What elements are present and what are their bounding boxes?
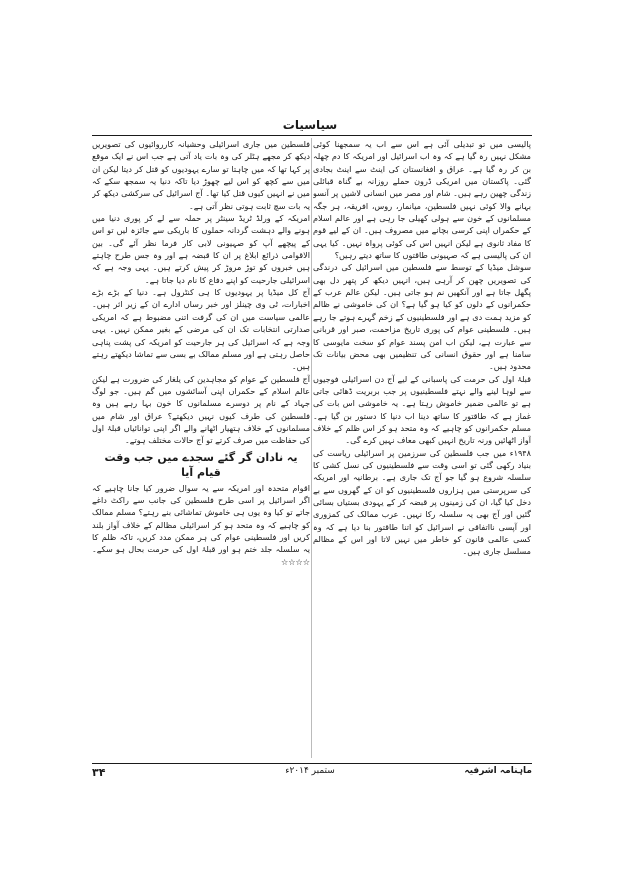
page-number: ۳۴	[92, 766, 106, 779]
left-paragraph-1: فلسطین میں جاری اسرائیلی وحشیانہ کارروائیوں کی تصویریں دیکھ کر مجھے ہٹلر کی وہ بات یاد آتی ہے جب اس نے ایک موقع پر کہا تھا کہ میں چاہتا تو سارے یہودیوں کو قتل کر دیتا لیکن ان میں سے کچھ کو اس لیے چھوڑ دیا تاکہ دنیا یہ سمجھ سکے کہ میں نے انہیں کیوں قتل کیا تھا۔ آج اسرائیل کی سرکشی دیکھ کر یہ بات سچ ثابت ہوتی نظر آتی ہے۔	[92, 139, 310, 211]
left-paragraph-4: آج فلسطین کے عوام کو مجاہدین کی یلغار کی ضرورت ہے لیکن عالم اسلام کے حکمراں اپنی آسائشوں میں گم ہیں۔ جو لوگ جہاد کے نام پر دوسرے مسلمانوں کا خون بہا رہے ہیں وہ فلسطین کی طرف کیوں نہیں دیکھتے؟ عراق اور شام میں مسلمانوں کے خلاف ہتھیار اٹھانے والے اگر اپنی توانائیاں قبلۂ اول کی حفاظت میں صرف کرتے تو آج حالات مختلف ہوتے۔	[92, 373, 310, 446]
right-column	[313, 138, 531, 758]
right-paragraph-2: سوشل میڈیا کے توسط سے فلسطین میں اسرائیل کی درندگی کی تصویریں چھن کر آرہی ہیں، انہیں دیکھ کر پتھر دل بھی پگھل جاتا ہے اور آنکھیں نم ہو جاتی ہیں۔ لیکن عالم عرب کے حکمرانوں کے دلوں کو کیا ہو گیا ہے؟ ان کی خاموشی نے ظالم کو مزید ہمت دی ہے اور فلسطینیوں کے زخم گہرے ہوتے جا رہے ہیں۔ فلسطینی عوام کی پوری تاریخ مزاحمت، صبر اور قربانی سے عبارت ہے، لیکن اب امن پسند عوام کو سخت مایوسی کا سامنا ہے اور حقوق انسانی کی تنظیمیں بھی محض بیانات تک محدود ہیں۔	[313, 262, 531, 372]
right-paragraph-4: ۱۹۴۸ء میں جب فلسطین کی سرزمین پر اسرائیلی ریاست کی بنیاد رکھی گئی تو اسی وقت سے فلسطینیوں کی نسل کشی کا سلسلہ شروع ہو گیا جو آج تک جاری ہے۔ برطانیہ اور امریکہ کی سرپرستی میں ہزاروں فلسطینیوں کو ان کے گھروں سے بے دخل کیا گیا، ان کی زمینوں پر قبضہ کر کے یہودی بستیاں بسائی گئیں اور آج بھی یہ سلسلہ رکا نہیں۔ عرب ممالک کی کمزوری اور آپسی نااتفاقی نے اسرائیل کو اتنا طاقتور بنا دیا ہے کہ وہ کسی عالمی قانون کو خاطر میں نہیں لاتا اور اس کے مظالم مسلسل جاری ہیں۔	[313, 447, 531, 557]
section-title: سیاسیات	[282, 118, 338, 132]
right-paragraph-3: قبلۂ اول کی حرمت کی پاسبانی کے لیے آج دن اسرائیلی فوجیوں سے لوہا لینے والے نہتے فلسطینیوں پر جب بربریت ڈھائی جاتی ہے تو عالمی ضمیر خاموش رہتا ہے۔ یہ خاموشی اس بات کی غماز ہے کہ طاقتور کا ساتھ دینا اب دنیا کا دستور بن گیا ہے۔ مسلم حکمرانوں کو چاہیے کہ وہ متحد ہو کر اس ظلم کے خلاف آواز اٹھائیں ورنہ تاریخ انہیں کبھی معاف نہیں کرے گی۔	[313, 373, 531, 446]
header-rule	[92, 135, 532, 136]
left-paragraph-2: امریکہ کے ورلڈ ٹریڈ سینٹر پر حملہ سے لے کر پوری دنیا میں ہونے والے دہشت گردانہ حملوں کا باریکی سے جائزہ لیں تو اس کے پیچھے آپ کو صہیونی لابی کار فرما نظر آئے گی۔ بین الاقوامی ذرائع ابلاغ پر ان کا قبضہ ہے اور وہ جس طرح چاہتے ہیں خبروں کو توڑ مروڑ کر پیش کرتے ہیں۔ یہی وجہ ہے کہ اسرائیلی جارحیت کو اپنے دفاع کا نام دیا جاتا ہے۔	[92, 213, 310, 285]
left-paragraph-3: آج کل میڈیا پر یہودیوں کا ہی کنٹرول ہے۔ دنیا کے بڑے بڑے اخبارات، ٹی وی چینلز اور خبر رساں ادارے ان کے زیر اثر ہیں۔ عالمی سیاست میں ان کی گرفت اتنی مضبوط ہے کہ امریکی صدارتی انتخابات تک ان کی مرضی کے بغیر ممکن نہیں۔ یہی وجہ ہے کہ اسرائیل کی ہر جارحیت کو امریکہ کی پشت پناہی حاصل رہتی ہے اور مسلم ممالک بے بسی سے تماشا دیکھتے رہتے ہیں۔	[92, 287, 310, 372]
left-column	[92, 138, 310, 758]
left-paragraph-5: اقوام متحدہ اور امریکہ سے یہ سوال ضرور کیا جانا چاہیے کہ اگر اسرائیل پر اسی طرح فلسطین کی جانب سے راکٹ داغے جاتے تو کیا وہ یوں ہی خاموش تماشائی بنے رہتے؟ مسلم ممالک کو چاہیے کہ وہ متحد ہو کر اسرائیلی مظالم کے خلاف آواز بلند کریں اور فلسطینی عوام کی ہر ممکن مدد کریں، تاکہ ظلم کا یہ سلسلہ جلد ختم ہو اور قبلۂ اول کی حرمت بحال ہو سکے۔ ☆☆☆☆	[92, 482, 310, 567]
magazine-name: ماہنامہ اشرفیہ	[464, 766, 532, 776]
right-paragraph-1: پالیسی میں تو تبدیلی آئی ہے اس سے اب یہ سمجھنا کوئی مشکل نہیں رہ گیا ہے کہ وہ اب اسرائیل اور امریکہ کا دم چھلہ بن کر رہ گیا ہے۔ عراق و افغانستان کی اینٹ سے اینٹ بجادی گئی۔ پاکستان میں امریکی ڈرون حملے روزانہ بے گناہ قبائلی زندگی چھین رہے ہیں۔ شام اور مصر میں انسانی لاشیں پر آنسو بہانے والا کوئی نہیں فلسطین، میانمار، روس، افریقہ، ہر جگہ مسلمانوں کے خون سے ہولی کھیلی جا رہی ہے اور عالم اسلام کے حکمراں اپنی کرسی بچانے میں مصروف ہیں۔ ان کے لیے قوم کا مفاد ثانوی ہے لیکن انہیں اس کی کوئی پرواہ نہیں۔ کیا یہی ان کی پالیسی ہے کہ صہیونی طاقتوں کا ساتھ دیتے رہیں؟	[313, 139, 531, 261]
footer-rule	[92, 763, 532, 764]
article-subheading: یہ نادان گر گئے سجدے میں جب وقت قیام آیا	[104, 450, 298, 479]
issue-date: ستمبر ۲۰۱۴ء	[285, 766, 335, 776]
column-divider	[311, 138, 312, 758]
